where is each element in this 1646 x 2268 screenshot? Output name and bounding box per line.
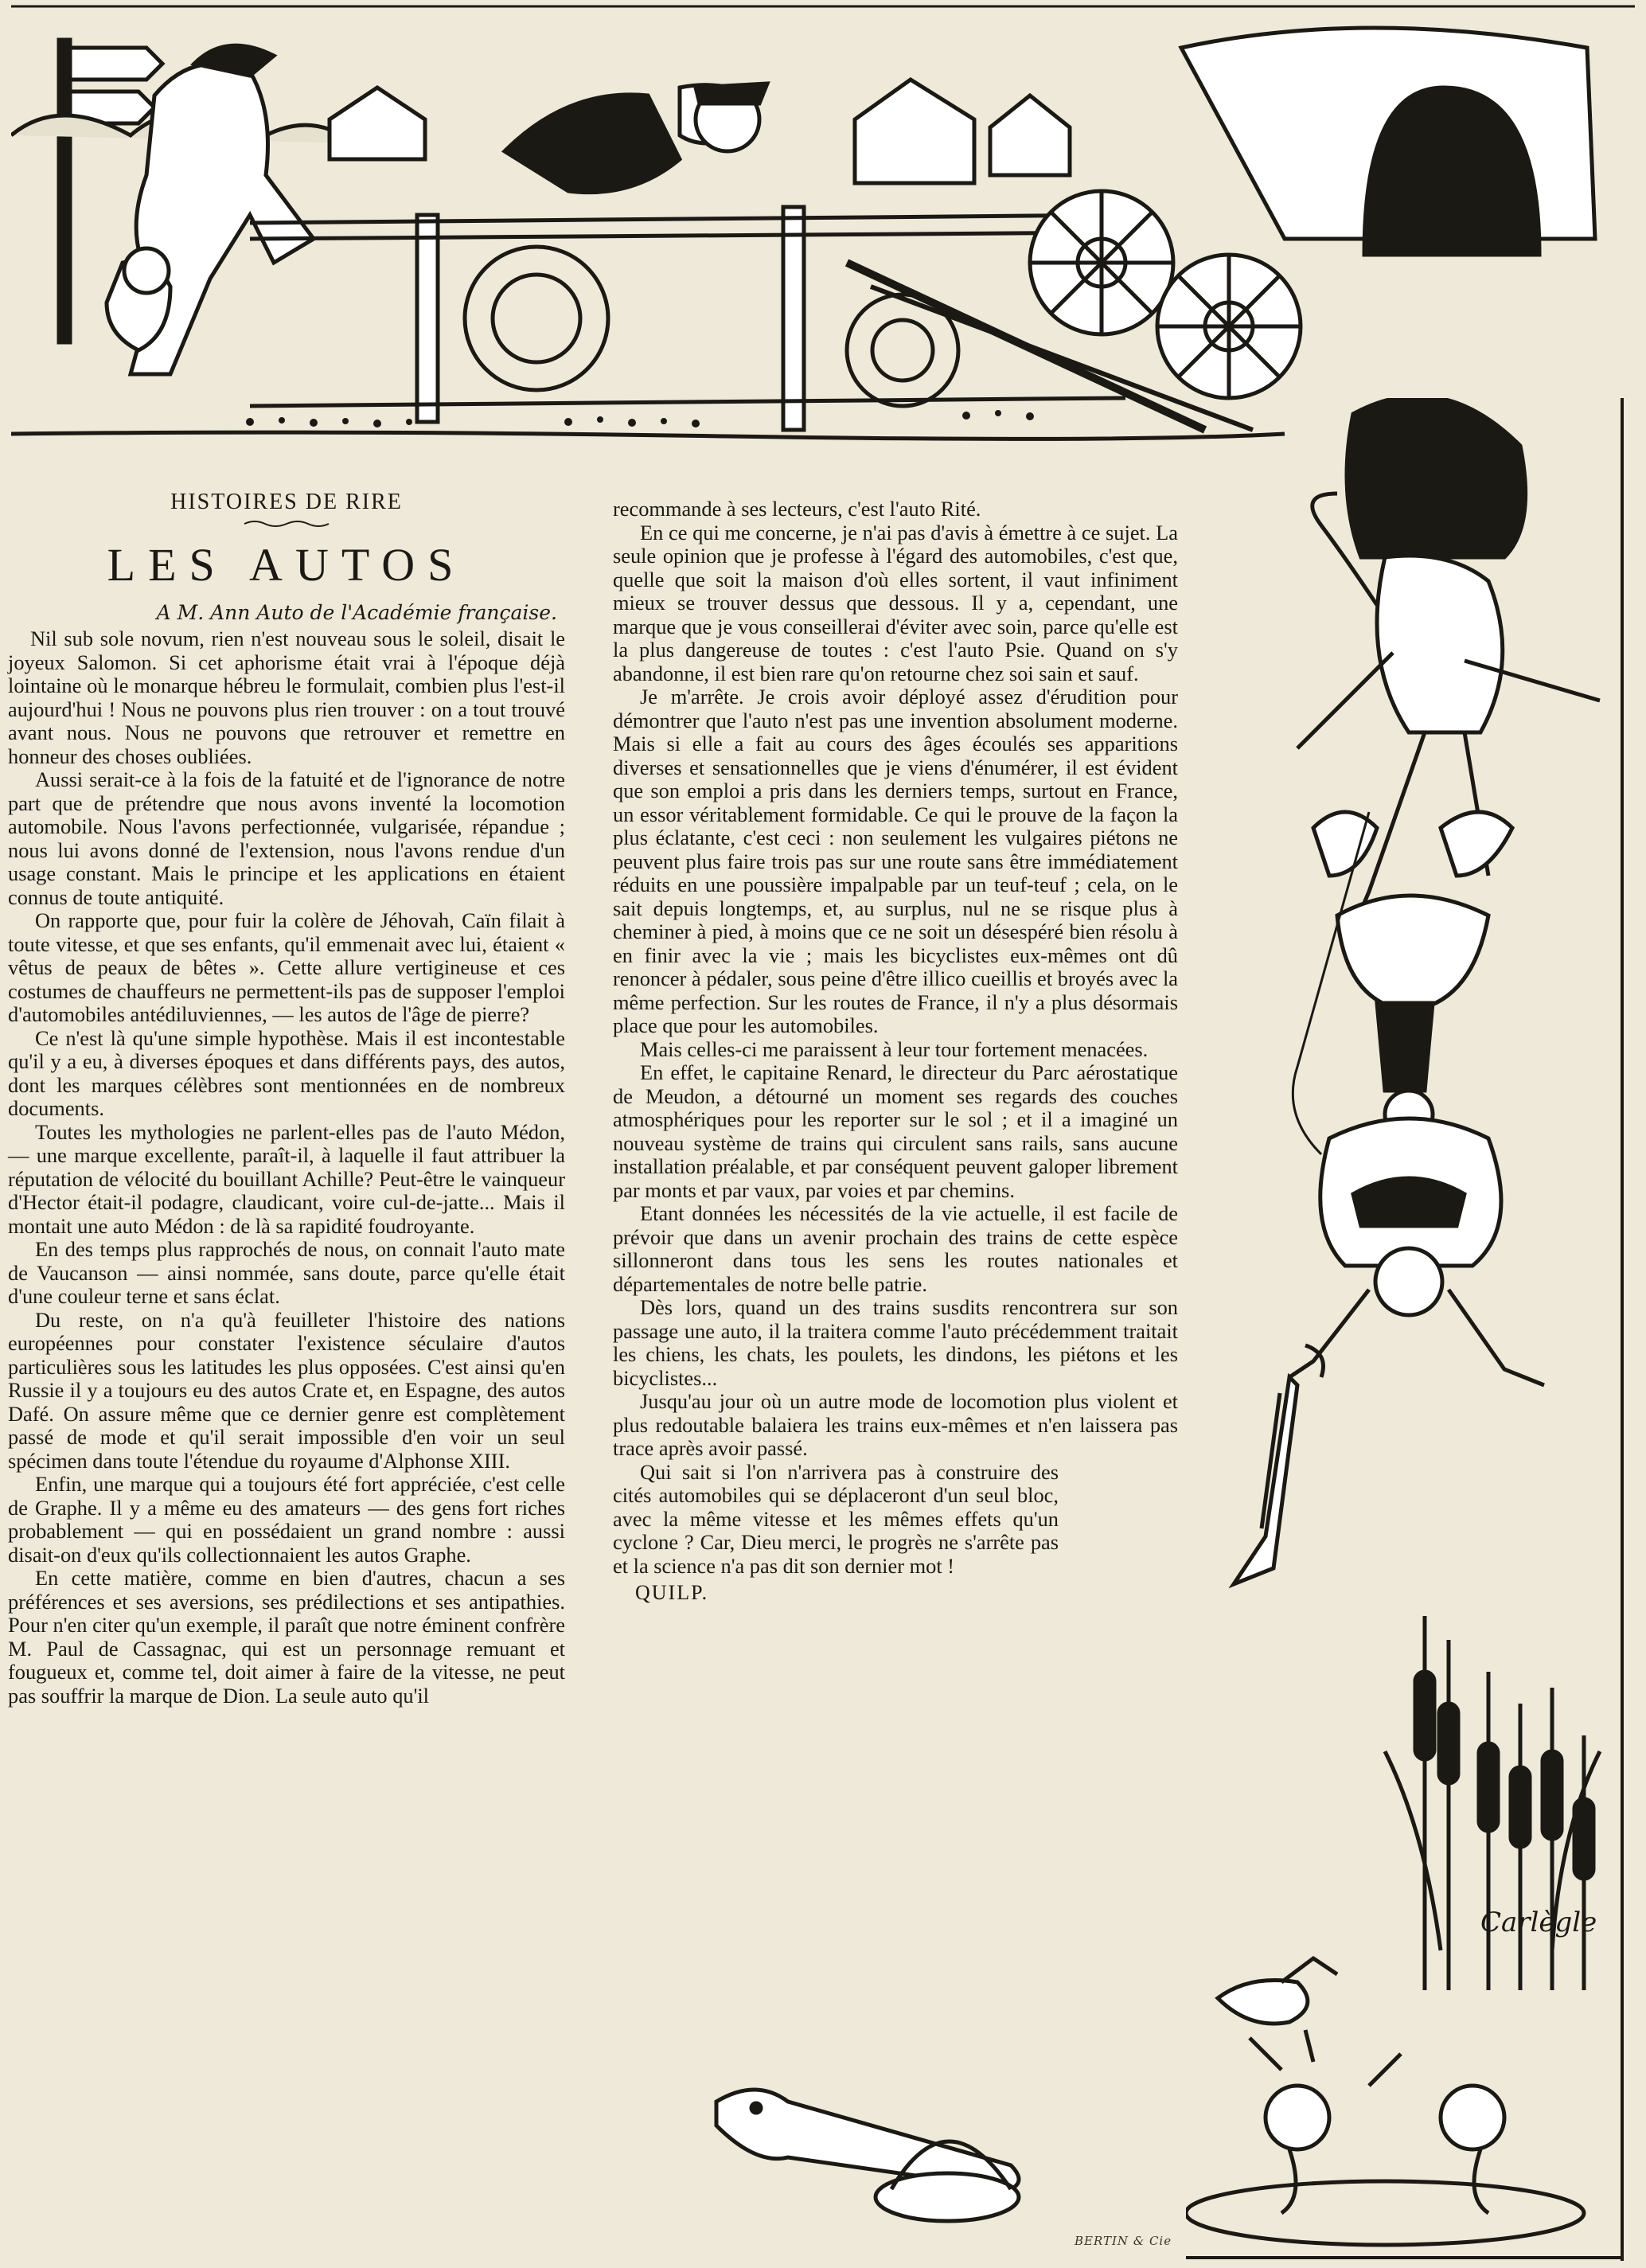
paragraph: Etant données les nécessités de la vie actuelle, il est facile de prévoir que dans un avenir prochain des trains de cette espèce sillonneront dans tous les sens les routes nationales et départementales de notre belle patrie.: [613, 1201, 1178, 1296]
paragraph: Nil sub sole novum, rien n'est nouveau sous le soleil, disait le joyeux Salomon. Si cet aphorisme était vrai à l'époque déjà lointaine où le monarque hébreu le formulait, combien plus l'est-il aujourd'hui ! Nous ne pouvons plus rien trouver : on a tout trouvé avant nous. Nous ne pouvons que retrouver et remettre en honneur des choses oubliées.: [8, 627, 565, 768]
series-heading: HISTOIRES DE RIRE: [170, 490, 403, 514]
paragraph: Du reste, on n'a qu'à feuilleter l'histoire des nations européennes pour constater l'existence séculaire d'autos particulières sous les latitudes les plus opposées. C'est ainsi qu'en Russie il y a toujours eu des autos Crate et, en Espagne, des autos Dafé. On assure même que ce dernier genre est complètement passé de mode et qu'il serait impossible d'en voir un seul spécimen dans toute l'étendue du royaume d'Alphonse XIII.: [8, 1307, 565, 1473]
side-illustration: [1186, 398, 1632, 2268]
paragraph: En cette matière, comme en bien d'autres, chacun a ses préférences et ses aversions, ses prédilections et ses antipathies. Pour n'en citer qu'un exemple, il paraît que notre éminent confrère M. Paul de Cassagnac, qui est un personnage remuant et fougueux et, comme tel, doit aimer à faire de la vitesse, ne peut pas souffrir la marque de Dion. La seule auto qu'il: [8, 1566, 565, 1708]
artist-signature: Carlègle: [1480, 1907, 1597, 1938]
paragraph: Je m'arrête. Je crois avoir déployé assez d'érudition pour démontrer que l'auto n'est pas une invention absolument moderne. Mais si elle a fait au cours des âges écoulés ses apparitions diverses et sensationnelles que je viens d'énumérer, il est évident que son emploi a pris dans les derniers temps, surtout en France, un essor véritablement formidable. Ce qui le prouve de la façon la plus éclatante, c'est ceci : non seulement les vulgaires piétons ne peuvent plus faire trois pas sur une route sans être immédiatement réduits en une poussière impalpable par un teuf-teuf ; cela, on le sait depuis longtemps, et, au surplus, nul ne se risque plus à cheminer à pied, à moins que ce ne soit un désespéré bien résolu à en finir avec la vie ; mais les bicyclistes eux-mêmes ont dû renoncer à pédaler, sous peine d'être illico cueillis et broyés avec la même perfection. Sur les routes de France, il n'y a plus désormais place que pour les automobiles.: [613, 685, 1178, 1037]
goose-basket-illustration: [708, 2070, 1122, 2261]
dedication: A M. Ann Auto de l'Académie française.: [156, 601, 557, 624]
paragraph: Toutes les mythologies ne parlent-elles pas de l'auto Médon, — une marque excellente, paraît-il, à laquelle il faut attribuer la réputation de vélocité du bouillant Achille? Peut-être le vainqueur d'Hector était-il podagre, claudicant, voire cul-de-jatte... Mais il montait une auto Médon : de là sa rapidité foudroyante.: [8, 1119, 565, 1238]
paragraph: Mais celles-ci me paraissent à leur tour fortement menacées.: [640, 1036, 1149, 1061]
paragraph: recommande à ses lecteurs, c'est l'auto Rité.: [613, 497, 981, 521]
author-signature: QUILP.: [635, 1581, 709, 1604]
paragraph: En ce qui me concerne, je n'ai pas d'avis à émettre à ce sujet. La seule opinion que je professe à l'égard des automobiles, c'est que, quelle que soit la maison d'où elles sortent, il vaut infiniment mieux se trouver dessus que dessous. Il y a, cependant, une marque que je vous conseillerai d'éviter avec soin, parce qu'elle est la plus dangereuse de toutes : c'est l'auto Psie. Quand on s'y abandonne, il est bien rare qu'on retourne chez soi sain et sauf.: [613, 520, 1178, 685]
paragraph: Qui sait si l'on n'arrivera pas à construire des cités automobiles qui se déplaceront d'un seul bloc, avec la même vitesse et les mêmes effets qu'un cyclone ? Car, Dieu merci, le progrès ne s'arrête pas et la science n'a pas dit son dernier mot !: [613, 1459, 1059, 1578]
ornament-rule: [8, 517, 565, 532]
banner-illustration: [11, 0, 1643, 446]
article-title: LES AUTOS: [107, 539, 466, 591]
paragraph: Aussi serait-ce à la fois de la fatuité et de l'ignorance de notre part que de prétendre que nous avons inventé la locomotion automobile. Nous l'avons perfectionnée, vulgarisée, répandue ; nous lui avons donné de l'extension, nous l'avons rendue d'un usage constant. Mais le principe et les applications en étaient connus de toute antiquité.: [8, 767, 565, 909]
paragraph: Ce n'est là qu'une simple hypothèse. Mais il est incontestable qu'il y a eu, à diverses époques et dans différents pays, des autos, dont les marques célèbres sont mentionnées en de nombreux documents.: [8, 1025, 565, 1120]
paragraph: Enfin, une marque qui a toujours été fort appréciée, c'est celle de Graphe. Il y a même eu des amateurs — des gens fort riches probablement — qui en possédaient un grand nombre : aussi disait-on d'eux qu'ils collectionnaient les autos Graphe.: [8, 1472, 565, 1567]
article-column-left: [8, 490, 565, 1708]
paragraph: Jusqu'au jour où un autre mode de locomotion plus violent et plus redoutable balaiera les trains eux-mêmes et n'en laissera pas trace après avoir passé.: [613, 1389, 1178, 1460]
paragraph: On rapporte que, pour fuir la colère de Jéhovah, Caïn filait à toute vitesse, et que ses enfants, qu'il emmenait avec lui, étaient « vêtus de peaux de bêtes ». Cette allure vertigineuse et ces costumes de chauffeurs ne permettent-ils pas de supposer l'emploi d'automobiles antédiluviennes, — les autos de l'âge de pierre?: [8, 908, 565, 1026]
article-column-middle: [613, 498, 1178, 1605]
paragraph: En des temps plus rapprochés de nous, on connait l'auto mate de Vaucanson — ainsi nommée, sans doute, parce qu'elle était d'une couleur terne et sans éclat.: [8, 1237, 565, 1308]
paragraph: En effet, le capitaine Renard, le directeur du Parc aérostatique de Meudon, a détourné un moment ses regards des couches atmosphériques pour les reporter sur le sol ; et il a imaginé un nouveau système de trains qui circulent sans rails, sans aucune installation préalable, et par conséquent peuvent galoper librement par monts et par vaux, par voies et par chemins.: [613, 1060, 1178, 1202]
paragraph: Dès lors, quand un des trains susdits rencontrera sur son passage une auto, il la traitera comme l'auto précédemment traitait les chiens, les chats, les poulets, les dindons, les piétons et les bicyclistes...: [613, 1295, 1178, 1390]
printer-credit: BERTIN & Cie: [1075, 2234, 1172, 2248]
